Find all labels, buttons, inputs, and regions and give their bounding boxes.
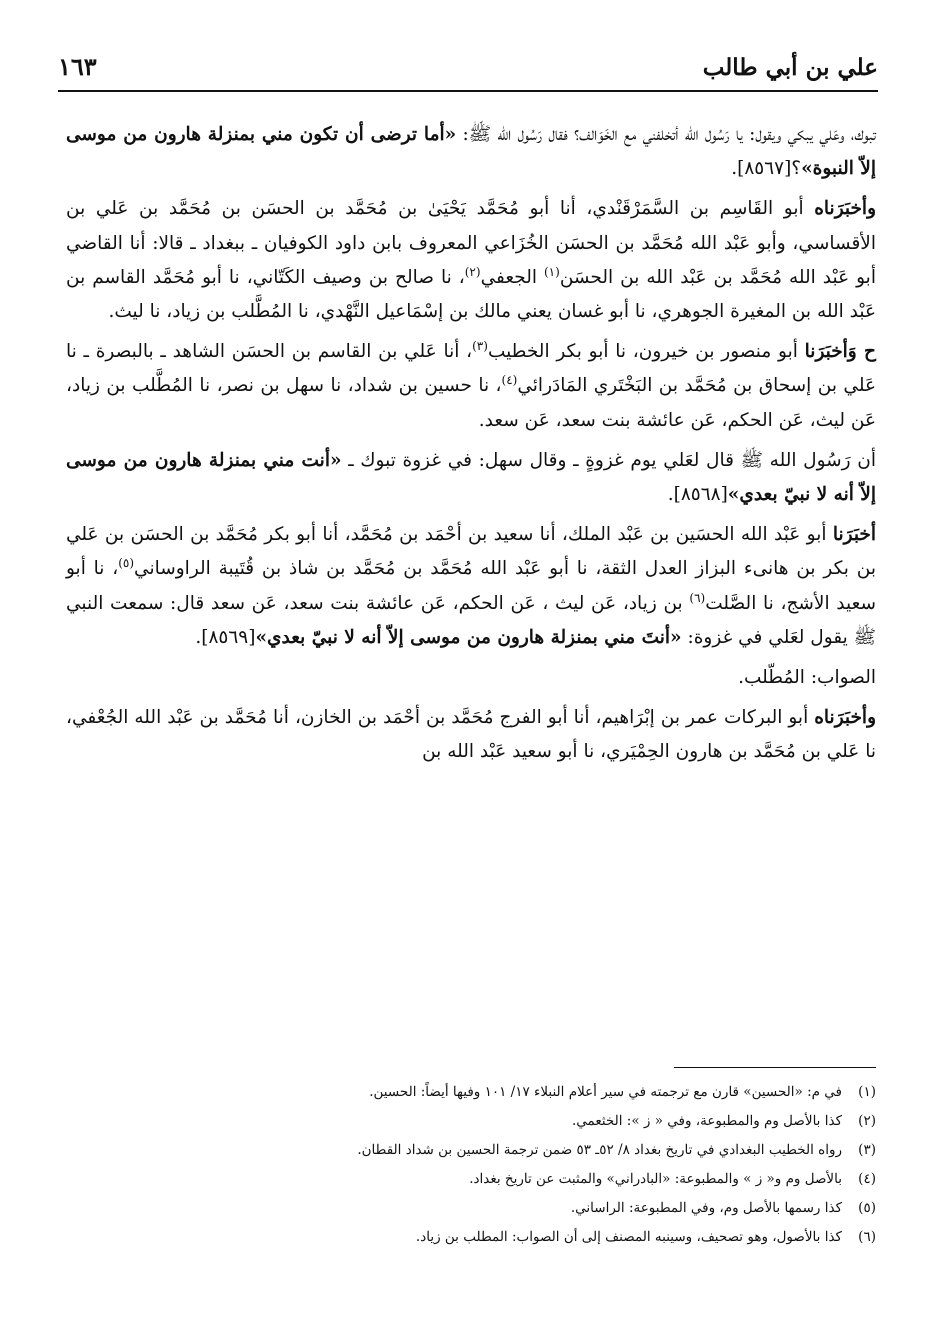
footnote-number: (٣) <box>858 1142 876 1158</box>
paragraph <box>66 335 876 438</box>
footnote <box>200 1165 876 1194</box>
footnote-ref: (٣) <box>472 339 488 354</box>
text-segment: ؟[٨٥٦٧]. <box>731 158 802 180</box>
footnote-text: في م: «الحسين» قارن مع ترجمته في سير أعلام النبلاء ١٧/ ١٠١ وفيها أيضاً: الحسين. <box>369 1084 842 1100</box>
bold-text: وأخبَرَناه <box>814 707 876 729</box>
footnote <box>200 1136 876 1165</box>
paragraph <box>66 192 876 329</box>
footnote <box>200 1223 876 1252</box>
page-header <box>58 48 878 92</box>
bold-text: وأخبَرَناه <box>814 198 876 220</box>
footnotes-list <box>200 1078 876 1252</box>
footnote-number: (٤) <box>858 1171 876 1187</box>
footnote-ref: (٢) <box>464 264 481 279</box>
text-segment: ، نا أبو سعيد الأشج، نا الصَّلت <box>66 558 876 614</box>
text-segment: بن زياد، عَن ليث ، عَن الحكم، عَن عائشة بنت سعد، عَن سعد قال: سمعت النبي ﷺ يقول لعَلي في غزوة: <box>66 592 876 648</box>
bold-text: «أنت مني بمنزلة هارون من موسى إلاّ أنه لا نبيّ بعدي» <box>66 449 876 506</box>
main-text <box>66 118 876 776</box>
bold-text: أخبَرَنا <box>832 524 876 546</box>
text-segment: أن رَسُول الله ﷺ قال لعَلي يوم غزوةٍ ـ وقال سهل: في غزوة تبوك ـ <box>341 449 876 471</box>
text-segment: أبو القَاسِم بن السَّمَرْقَنْدي، أنا أبو مُحَمَّد يَحْيَىٰ بن مُحَمَّد بن الحسَن بن مُحَمَّد بن عَلي بن الأقساسي، وأبو عَبْد الله مُحَمَّد بن الحسَن الخُزَاعي المعروف بابن داود الكوفيان ـ ببغداد ـ قالا: أنا القاضي أبو عَبْد الله مُحَمَّد بن عَبْد الله بن الحسَن <box>66 198 876 288</box>
footnote-text: كذا بالأصول، وهو تصحيف، وسينبه المصنف إلى أن الصواب: المطلب بن زياد. <box>415 1229 842 1245</box>
footnote-number: (١) <box>858 1084 876 1100</box>
text-segment: تبوك، وعَلي يبكي ويقول: يا رَسُول الله أتخلفني مع الخَوَالف؟ فقال رَسُول الله ﷺ: <box>456 124 876 145</box>
paragraph <box>66 518 876 655</box>
paragraph <box>66 444 876 512</box>
text-segment: ، نا حسين بن شداد، نا سهل بن نصر، نا المُطَّلب بن زياد، عَن ليث، عَن الحكم، عَن عائشة بنت سعد، عَن سعد. <box>66 375 876 431</box>
text-segment: ، أنا عَلي بن القاسم بن الحسَن الشاهد ـ بالبصرة ـ نا عَلي بن إسحاق بن مُحَمَّد بن البَخْتَري المَادَرائي <box>66 341 876 397</box>
footnote-ref: (١) <box>543 264 560 279</box>
text-segment: الصواب: المُطّلب. <box>738 667 876 689</box>
bold-text: «أنتَ مني بمنزلة هارون من موسى إلاّ أنه لا نبيّ بعدي» <box>255 626 682 648</box>
text-segment: ، نا صالح بن وصيف الكَتّاني، نا أبو مُحَمَّد القاسم بن عَبْد الله بن المغيرة الجوهري، نا أبو غسان يعني مالك بن إسْمَاعيل النَّهْدي، نا المُطَّلب بن زياد، نا ليث. <box>66 266 876 323</box>
footnote-separator <box>674 1067 876 1068</box>
page-number: ١٦٣ <box>58 52 97 81</box>
footnote-ref: (٦) <box>689 590 706 605</box>
footnote-ref: (٤) <box>501 373 518 388</box>
footnote <box>200 1078 876 1107</box>
text-segment: [٨٥٦٨]. <box>667 484 728 506</box>
bold-text: «أما ترضى أن تكون مني بمنزلة هارون من موسى إلاّ النبوة» <box>66 124 876 180</box>
paragraph <box>66 661 876 695</box>
footnote-text: كذا رسمها بالأصل وم، وفي المطبوعة: الراساني. <box>570 1200 842 1216</box>
text-segment: أبو البركات عمر بن إبْرَاهيم، أنا أبو الفرج مُحَمَّد بن أحْمَد بن الخازن، أنا مُحَمَّد بن عَبْد الله الجُعْفي، نا عَلي بن مُحَمَّد بن هارون الحِمْيَري، نا أبو سعيد عَبْد الله بن <box>66 707 876 763</box>
text-segment: أبو منصور بن خيرون، نا أبو بكر الخطيب <box>487 341 805 363</box>
text-segment: الجعفي <box>480 266 544 288</box>
text-segment: [٨٥٦٩]. <box>195 626 256 648</box>
footnote-text: بالأصل وم و« ز » والمطبوعة: «البادراني» والمثبت عن تاريخ بغداد. <box>469 1171 842 1187</box>
footnote-number: (٥) <box>858 1200 876 1216</box>
footnote-text: كذا بالأصل وم والمطبوعة، وفي « ز »: الخثعمي. <box>571 1113 842 1129</box>
running-title: علي بن أبي طالب <box>702 54 878 81</box>
footnote <box>200 1194 876 1223</box>
bold-text: ح وَأخبَرَنا <box>804 341 876 363</box>
footnote-number: (٢) <box>858 1113 876 1129</box>
text-segment: أبو عَبْد الله الحسَين بن عَبْد الملك، أنا سعيد بن أحْمَد بن مُحَمَّد، أنا أبو بكر مُحَمَّد بن الحسَن بن عَلي بن بكر بن هانىء البزاز العدل الثقة، نا أبو عَبْد الله مُحَمَّد بن مُحَمَّد بن شاذ بن قُتَيبة الراوساني <box>66 524 876 580</box>
footnote-number: (٦) <box>858 1229 876 1245</box>
footnote-ref: (٥) <box>118 556 135 571</box>
paragraph <box>66 701 876 769</box>
footnote <box>200 1107 876 1136</box>
paragraph <box>66 118 876 186</box>
footnote-text: رواه الخطيب البغدادي في تاريخ بغداد ٨/ ٥٢ـ ٥٣ ضمن ترجمة الحسين بن شداد القطان. <box>357 1142 842 1158</box>
